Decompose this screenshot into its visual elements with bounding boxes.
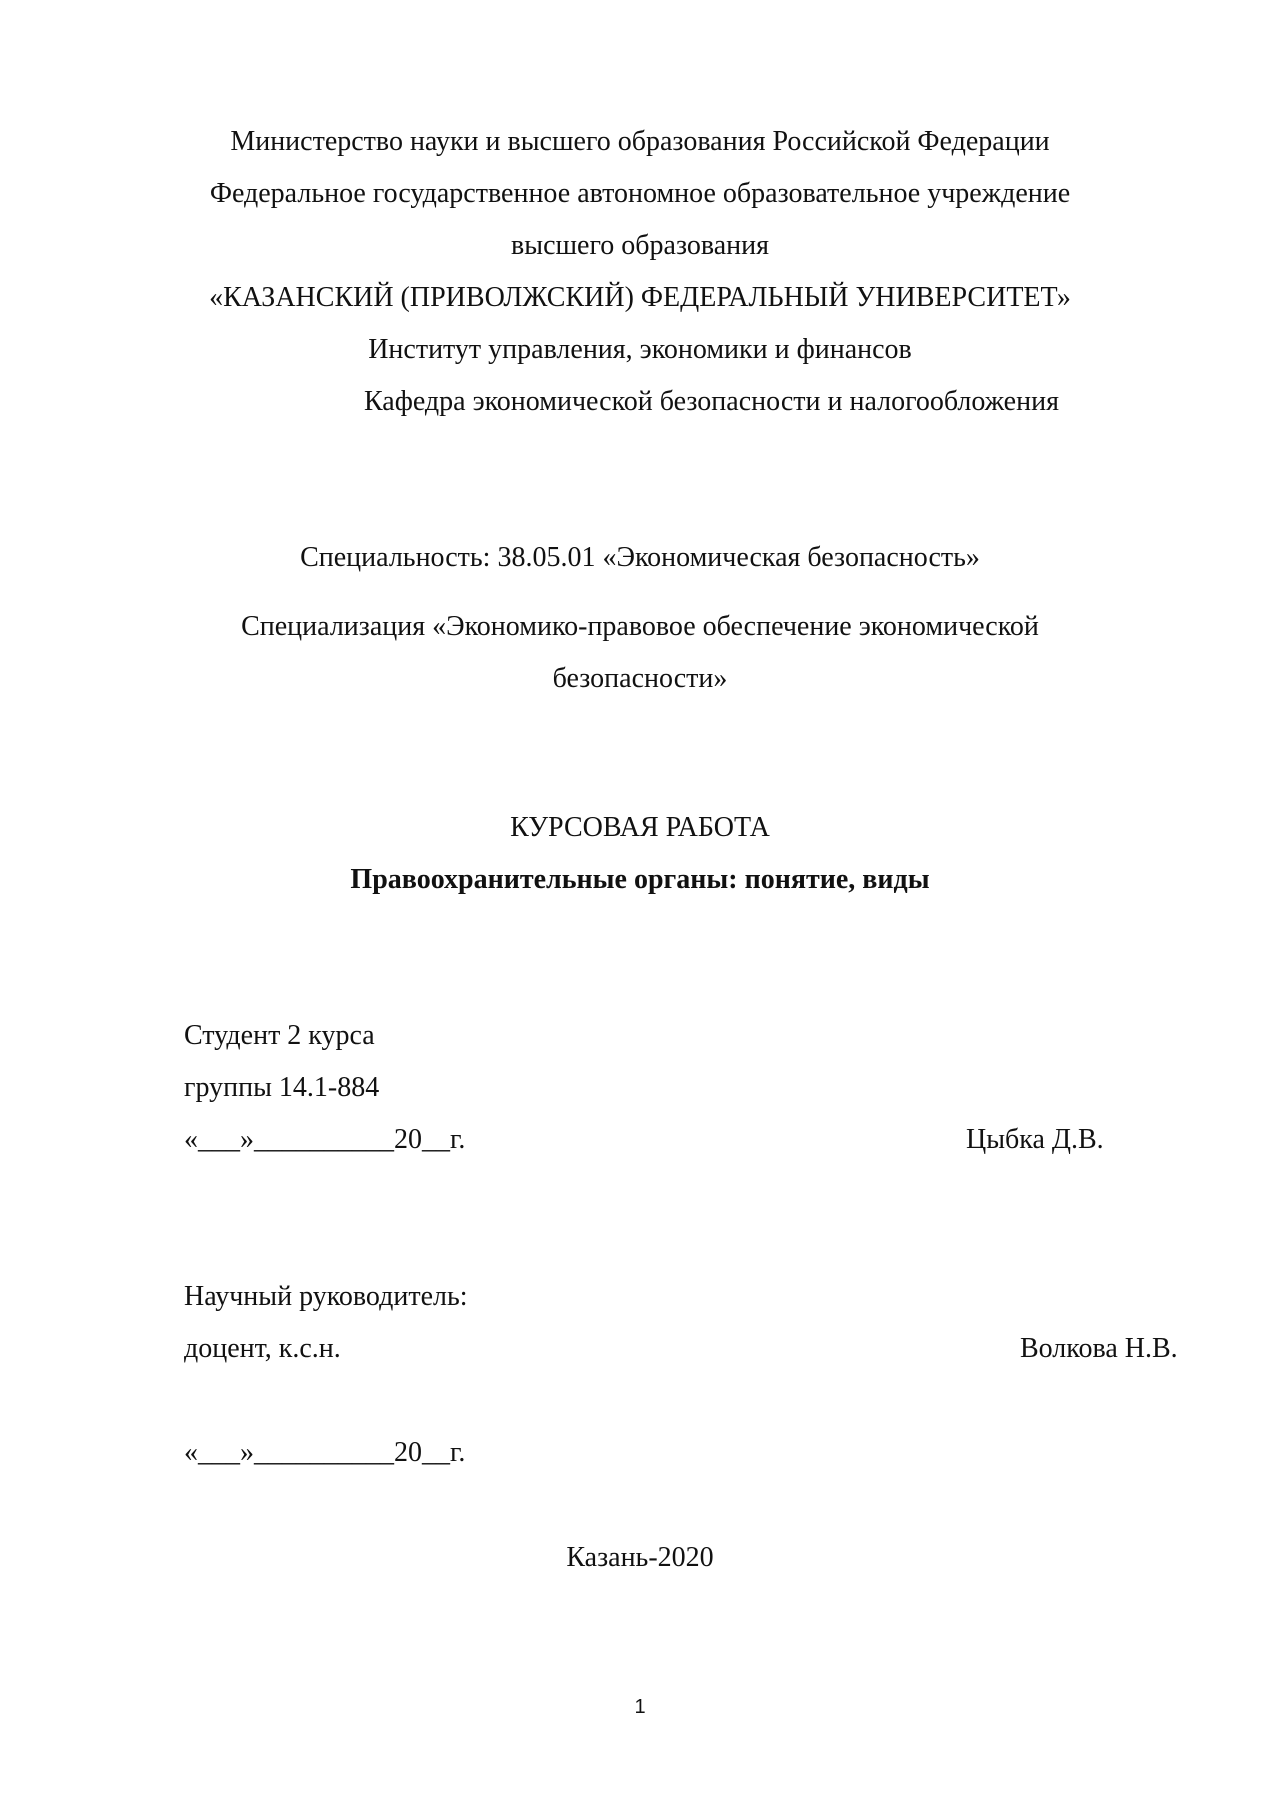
work-type: КУРСОВАЯ РАБОТА <box>510 812 770 843</box>
supervisor-date-blank: «___»__________20__г. <box>184 1437 466 1468</box>
higher-education-line: высшего образования <box>511 230 769 261</box>
supervisor-title: доцент, к.с.н. <box>184 1333 341 1364</box>
city-year: Казань-2020 <box>566 1542 714 1573</box>
specialty-line: Специальность: 38.05.01 «Экономическая безопасность» <box>300 542 980 573</box>
student-group: группы 14.1-884 <box>184 1072 380 1103</box>
department-name: Кафедра экономической безопасности и налогообложения <box>364 386 1059 417</box>
student-date-blank: «___»__________20__г. <box>184 1124 466 1155</box>
work-title: Правоохранительные органы: понятие, виды <box>350 864 930 895</box>
page-number: 1 <box>634 1696 646 1718</box>
supervisor-name: Волкова Н.В. <box>1020 1333 1178 1364</box>
student-name: Цыбка Д.В. <box>966 1124 1104 1155</box>
ministry-line: Министерство науки и высшего образования Российской Федерации <box>230 126 1050 157</box>
institute-name: Институт управления, экономики и финансов <box>368 334 912 365</box>
institution-type-line: Федеральное государственное автономное образовательное учреждение <box>209 178 1071 209</box>
university-name: «КАЗАНСКИЙ (ПРИВОЛЖСКИЙ) ФЕДЕРАЛЬНЫЙ УНИВЕРСИТЕТ» <box>209 282 1071 313</box>
specialization-line-cont: безопасности» <box>552 663 728 694</box>
specialization-line: Специализация «Экономико-правовое обеспечение экономической <box>241 611 1039 642</box>
supervisor-label: Научный руководитель: <box>184 1281 468 1312</box>
student-course: Студент 2 курса <box>184 1020 375 1051</box>
